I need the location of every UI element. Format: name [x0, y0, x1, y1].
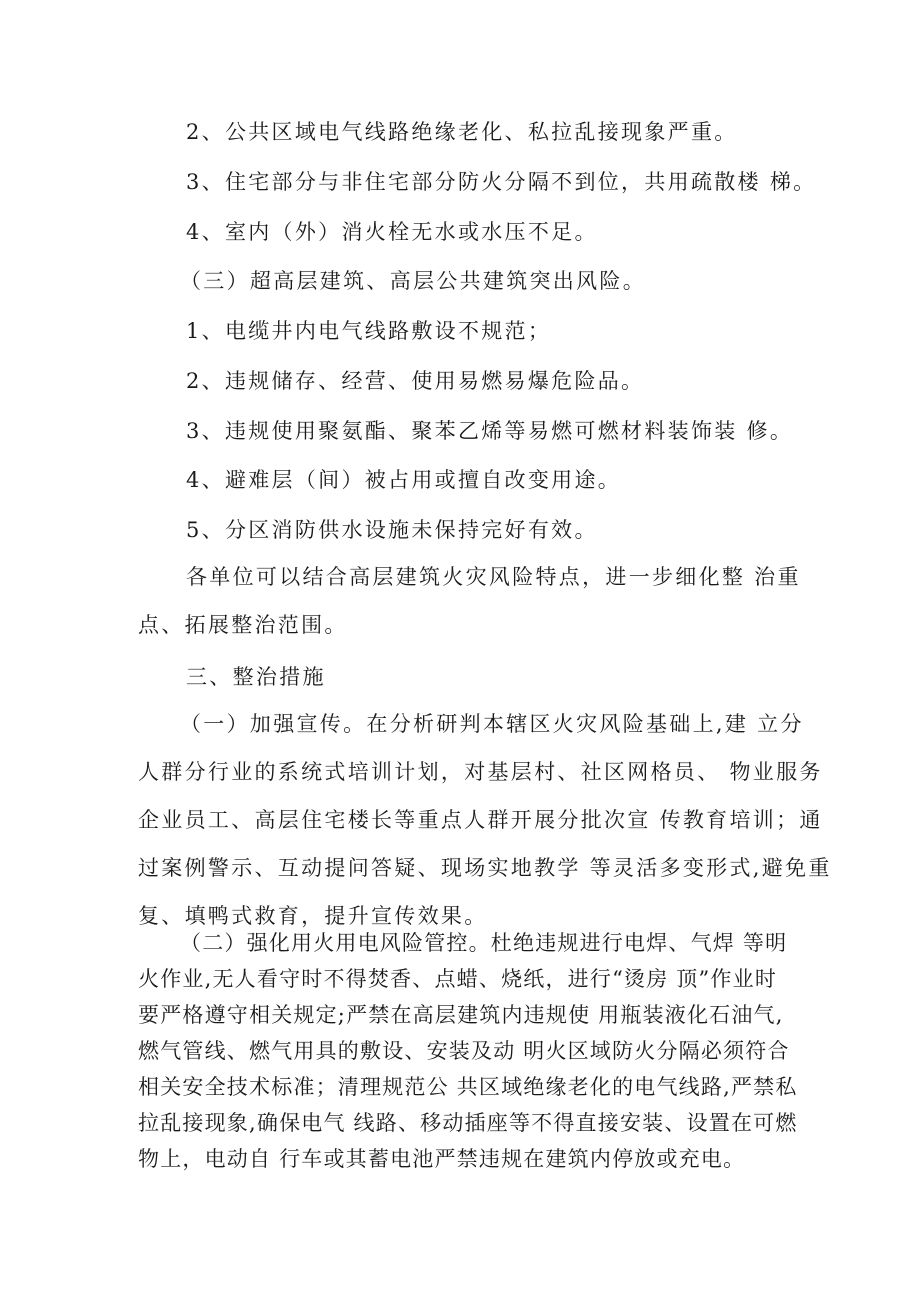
subsection-heading-super-high-rise: （三）超高层建筑、高层公共建筑突出风险。	[180, 269, 646, 293]
paragraph-line: 火作业,无人看守时不得焚香、点蜡、烧纸，进行“烫房 顶”作业时	[138, 967, 778, 991]
paragraph-line: 燃气管线、燃气用具的敷设、安装及动 明火区域防火分隔必须符合	[138, 1039, 790, 1063]
paragraph-publicity	[138, 700, 832, 940]
paragraph-line: 复、填鸭式救育，提升宣传效果。	[138, 904, 488, 928]
paragraph-line: （一）加强宣传。在分析研判本辖区火灾风险基础上,建 立分	[180, 712, 804, 736]
paragraph-scope	[138, 553, 801, 649]
list-item-cable-shaft: 1、电缆井内电气线路敷设不规范；	[186, 319, 552, 343]
paragraph-line: 拉乱接现象,确保电气 线路、移动插座等不得直接安装、设置在可燃	[138, 1111, 798, 1135]
list-item-water-supply: 5、分区消防供水设施未保持完好有效。	[186, 518, 598, 542]
paragraph-fire-control	[138, 925, 798, 1177]
list-item-hazardous-goods: 2、违规储存、经营、使用易燃易爆危险品。	[186, 369, 645, 393]
section-heading: 三、整治措施	[186, 665, 326, 689]
paragraph-line: 物上，电动自 行车或其蓄电池严禁违规在建筑内停放或充电。	[138, 1147, 746, 1171]
paragraph-line: 人群分行业的系统式培训计划，对基层村、社区网格员、 物业服务	[138, 760, 823, 784]
paragraph-line: 企业员工、高层住宅楼长等重点人群开展分批次宣 传教育培训；通	[138, 808, 823, 832]
paragraph-line: 各单位可以结合高层建筑火灾风险特点，进一步细化整 治重	[186, 565, 801, 589]
paragraph-line: 要严格遵守相关规定;严禁在高层建筑内违规使 用瓶装液化石油气,	[138, 1003, 784, 1027]
paragraph-line: 点、拓展整治范围。	[138, 613, 348, 637]
paragraph-line: 过案例警示、互动提问答疑、现场实地教学 等灵活多变形式,避免重	[138, 856, 832, 880]
paragraph-line: （二）强化用火用电风险管控。杜绝违规进行电焊、气焊 等明	[180, 931, 788, 955]
list-item-hydrant: 4、室内（外）消火栓无水或水压不足。	[186, 220, 598, 244]
list-item-public-wiring: 2、公共区域电气线路绝缘老化、私拉乱接现象严重。	[186, 120, 738, 144]
list-item-fire-separation: 3、住宅部分与非住宅部分防火分隔不到位，共用疏散楼 梯。	[186, 170, 817, 194]
paragraph-line: 相关安全技术标准；清理规范公 共区域绝缘老化的电气线路,严禁私	[138, 1075, 798, 1099]
list-item-flammable-materials: 3、违规使用聚氨酯、聚苯乙烯等易燃可燃材料装饰装 修。	[186, 419, 794, 443]
list-item-refuge-floor: 4、避难层（间）被占用或擅自改变用途。	[186, 468, 622, 492]
